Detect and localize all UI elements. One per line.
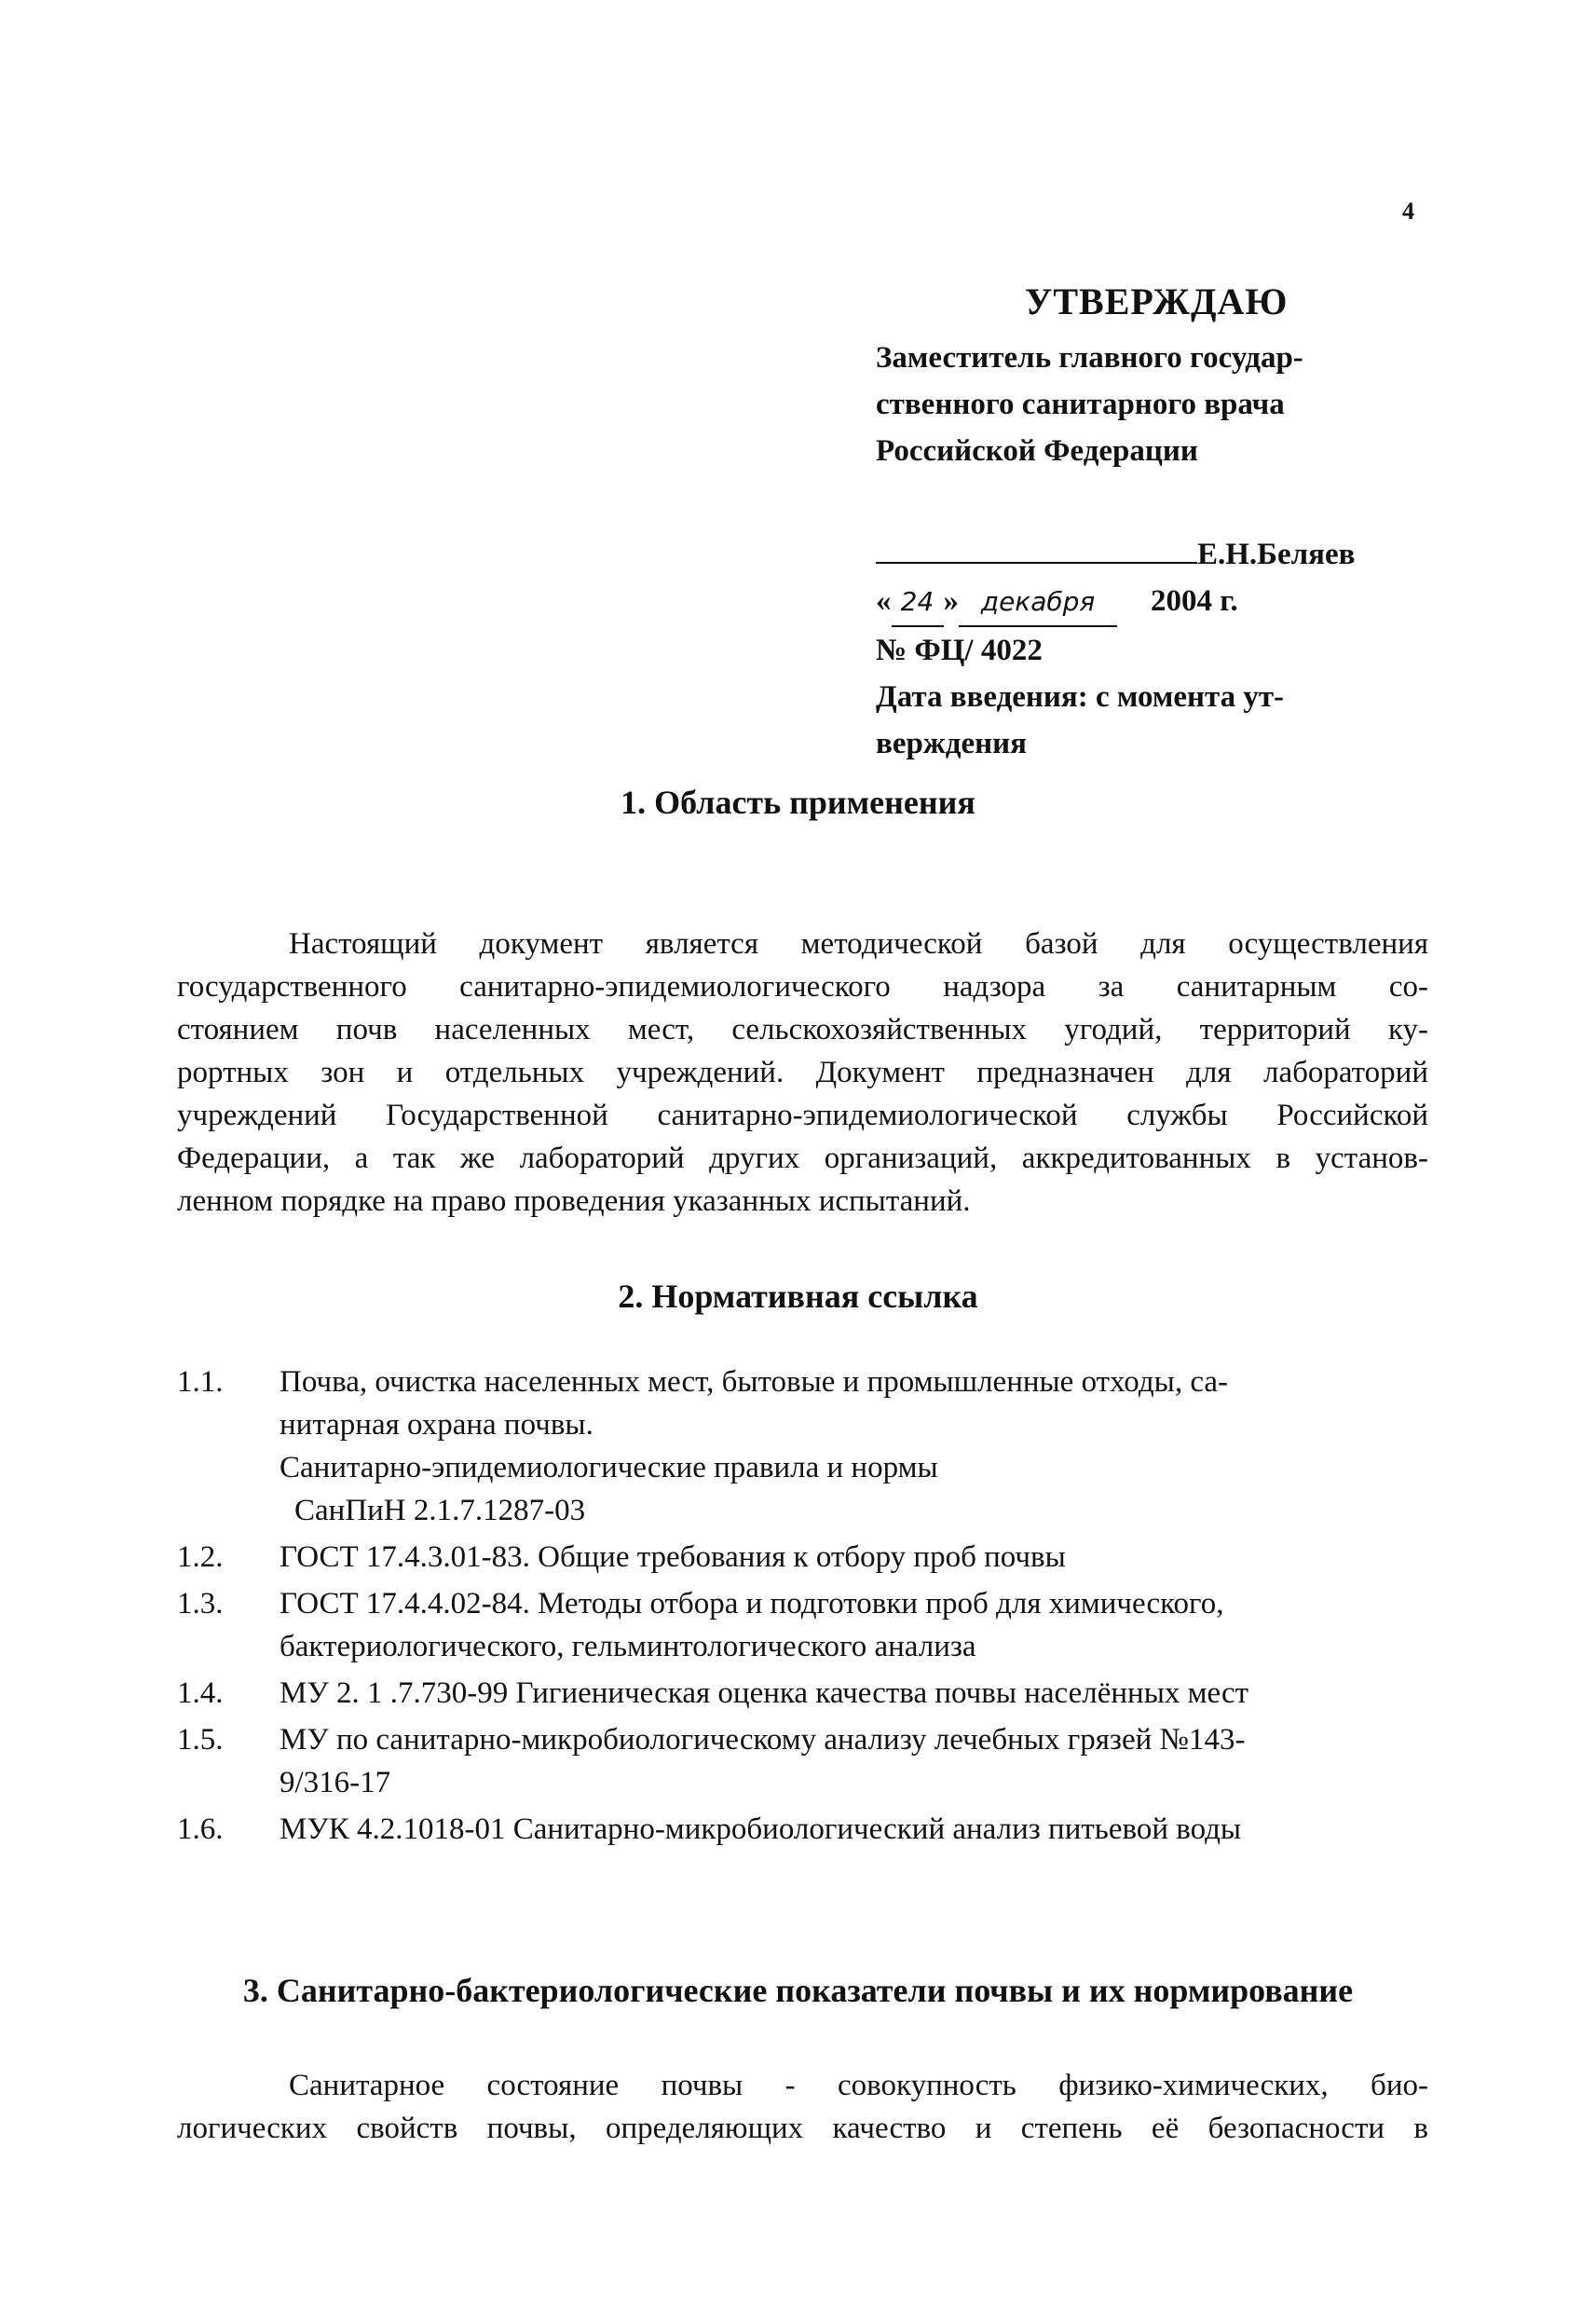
ref-text	[280, 1361, 1444, 1532]
ref-line: СанПиН 2.1.7.1287-03	[294, 1494, 586, 1527]
ref-line: МУ по санитарно-микробиологическому анализу лечебных грязей №143-	[280, 1723, 1246, 1757]
list-item	[177, 1361, 1444, 1532]
paragraph-line: логических свойств почвы, определяющих качество и степень её безопасности в	[177, 2112, 1428, 2145]
ref-number: 1.6.	[177, 1812, 224, 1846]
approval-block	[876, 280, 1435, 767]
paragraph-line: Санитарное состояние почвы - совокупность физико-химических, био-	[289, 2069, 1428, 2102]
list-item	[177, 1536, 1444, 1579]
date-close-quote: »	[943, 584, 959, 618]
approval-position-line: Заместитель главного государ-	[876, 341, 1303, 375]
signature-row	[876, 530, 1435, 578]
ref-line: 9/316-17	[280, 1766, 391, 1799]
ref-number: 1.5.	[177, 1723, 224, 1757]
paragraph-line: Федерации, а так же лабораторий других организаций, аккредитованных в установ-	[177, 1142, 1428, 1175]
approval-title: УТВЕРЖДАЮ	[1025, 280, 1289, 322]
handwritten-month: декабря	[959, 579, 1117, 627]
document-number: № ФЦ/ 4022	[876, 634, 1043, 667]
paragraph-line: рортных зон и отдельных учреждений. Документ предназначен для лабораторий	[177, 1056, 1428, 1089]
section-2-title: 2. Нормативная ссылка	[618, 1278, 978, 1315]
intro-date-line: верждения	[876, 727, 1027, 760]
handwritten-day: 24	[892, 579, 944, 627]
ref-line: ГОСТ 17.4.3.01-83. Общие требования к отбору проб почвы	[280, 1540, 1066, 1574]
section-1-paragraph	[177, 923, 1428, 1223]
signature-line	[876, 530, 1197, 564]
section-3-paragraph	[177, 2064, 1428, 2150]
list-item	[177, 1582, 1444, 1668]
ref-text	[280, 1718, 1444, 1804]
approval-position-line: ственного санитарного врача	[876, 388, 1285, 421]
ref-number: 1.3.	[177, 1587, 224, 1620]
ref-line: бактериологического, гельминтологического анализа	[280, 1630, 976, 1663]
list-item	[177, 1672, 1444, 1715]
ref-number: 1.4.	[177, 1676, 224, 1710]
paragraph-line: государственного санитарно-эпидемиологического надзора за санитарным со-	[177, 970, 1428, 1004]
ref-number: 1.1.	[177, 1365, 224, 1399]
date-year: 2004 г.	[1151, 584, 1238, 618]
ref-text	[280, 1582, 1444, 1668]
ref-text	[280, 1808, 1444, 1851]
ref-line: Санитарно-эпидемиологические правила и нормы	[280, 1451, 938, 1484]
list-item	[177, 1718, 1444, 1804]
signatory-name: Е.Н.Беляев	[1197, 538, 1356, 571]
ref-line: ГОСТ 17.4.4.02-84. Методы отбора и подготовки проб для химического,	[280, 1587, 1224, 1620]
ref-number: 1.2.	[177, 1540, 224, 1574]
ref-line: МУ 2. 1 .7.730-99 Гигиеническая оценка качества почвы населённых мест	[280, 1676, 1249, 1710]
paragraph-line: стоянием почв населенных мест, сельскохозяйственных угодий, территорий ку-	[177, 1013, 1428, 1046]
paragraph-line: учреждений Государственной санитарно-эпидемиологической службы Российской	[177, 1099, 1428, 1132]
page-number: 4	[1402, 198, 1414, 225]
ref-text	[280, 1536, 1444, 1579]
section-1-title: 1. Область применения	[621, 784, 975, 821]
ref-line: Почва, очистка населенных мест, бытовые и промышленные отходы, са-	[280, 1365, 1229, 1399]
ref-line: МУК 4.2.1018-01 Санитарно-микробиологический анализ питьевой воды	[280, 1812, 1242, 1846]
paragraph-line: Настоящий документ является методической базой для осуществления	[289, 927, 1428, 961]
ref-text	[280, 1672, 1444, 1715]
date-open-quote: «	[876, 584, 892, 618]
normative-references-list	[177, 1361, 1444, 1854]
approval-position-line: Российской Федерации	[876, 434, 1198, 468]
section-3-title: 3. Санитарно-бактериологические показатели почвы и их нормирование	[242, 1972, 1354, 2009]
ref-line: нитарная охрана почвы.	[280, 1408, 593, 1442]
list-item	[177, 1808, 1444, 1851]
approval-date	[876, 578, 1435, 627]
paragraph-line: ленном порядке на право проведения указанных испытаний.	[177, 1184, 971, 1218]
intro-date-line: Дата введения: с момента ут-	[876, 680, 1285, 714]
